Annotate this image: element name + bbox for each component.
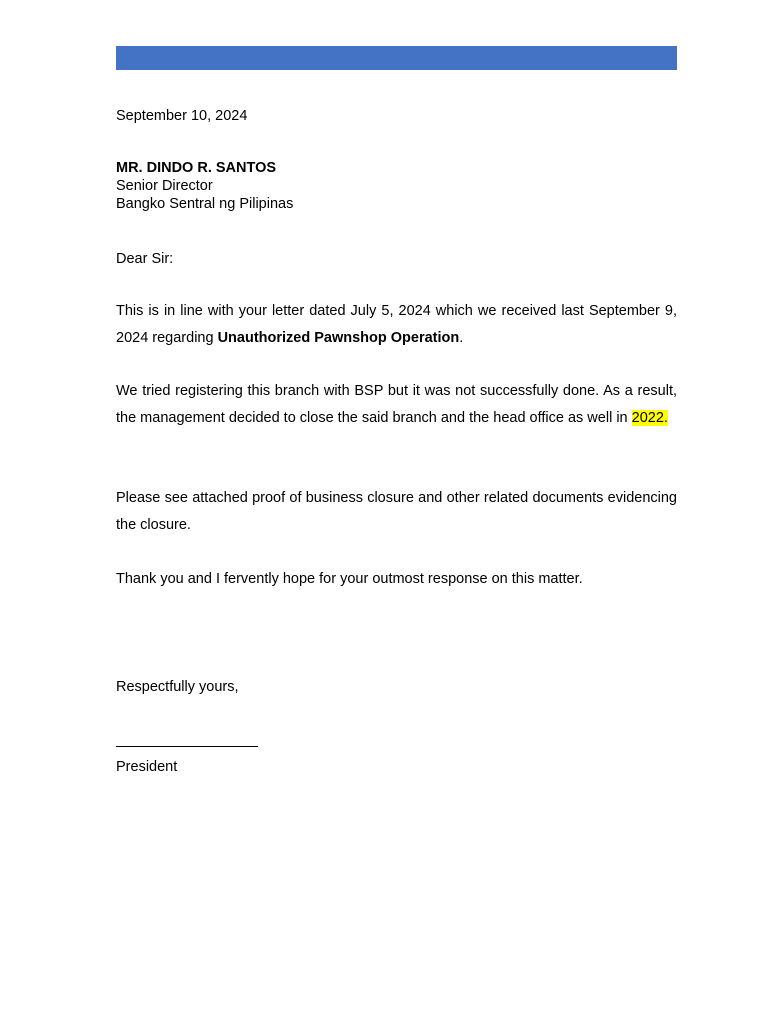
letter-date: September 10, 2024 xyxy=(116,108,248,124)
paragraph-4: Thank you and I fervently hope for your outmost response on this matter. xyxy=(116,571,583,587)
recipient-name: MR. DINDO R. SANTOS xyxy=(116,160,277,176)
closing: Respectfully yours, xyxy=(116,679,239,695)
paragraph-1-subject: Unauthorized Pawnshop Operation xyxy=(217,330,460,346)
salutation: Dear Sir: xyxy=(116,251,174,267)
paragraph-1 xyxy=(116,298,677,352)
paragraph-1-end: . xyxy=(459,330,464,346)
highlighted-year: 2022. xyxy=(631,410,668,426)
paragraph-2 xyxy=(116,378,677,432)
paragraph-2-text: We tried registering this branch with BSP but it was not successfully done. As a result, the management decided to close the said branch and the head office as well in xyxy=(116,383,677,426)
signatory-title: President xyxy=(116,759,178,775)
recipient-organization: Bangko Sentral ng Pilipinas xyxy=(116,196,294,212)
paragraph-3: Please see attached proof of business closure and other related documents evidencing the closure. xyxy=(116,490,677,533)
letter-page xyxy=(116,0,677,1024)
recipient-title: Senior Director xyxy=(116,178,213,194)
signature-line xyxy=(116,746,258,747)
header-bar xyxy=(116,46,677,70)
paragraph-1-text: This is in line with your letter dated July 5, 2024 which we received last September 9, 2024 regarding xyxy=(116,303,677,346)
recipient-block xyxy=(116,159,293,213)
